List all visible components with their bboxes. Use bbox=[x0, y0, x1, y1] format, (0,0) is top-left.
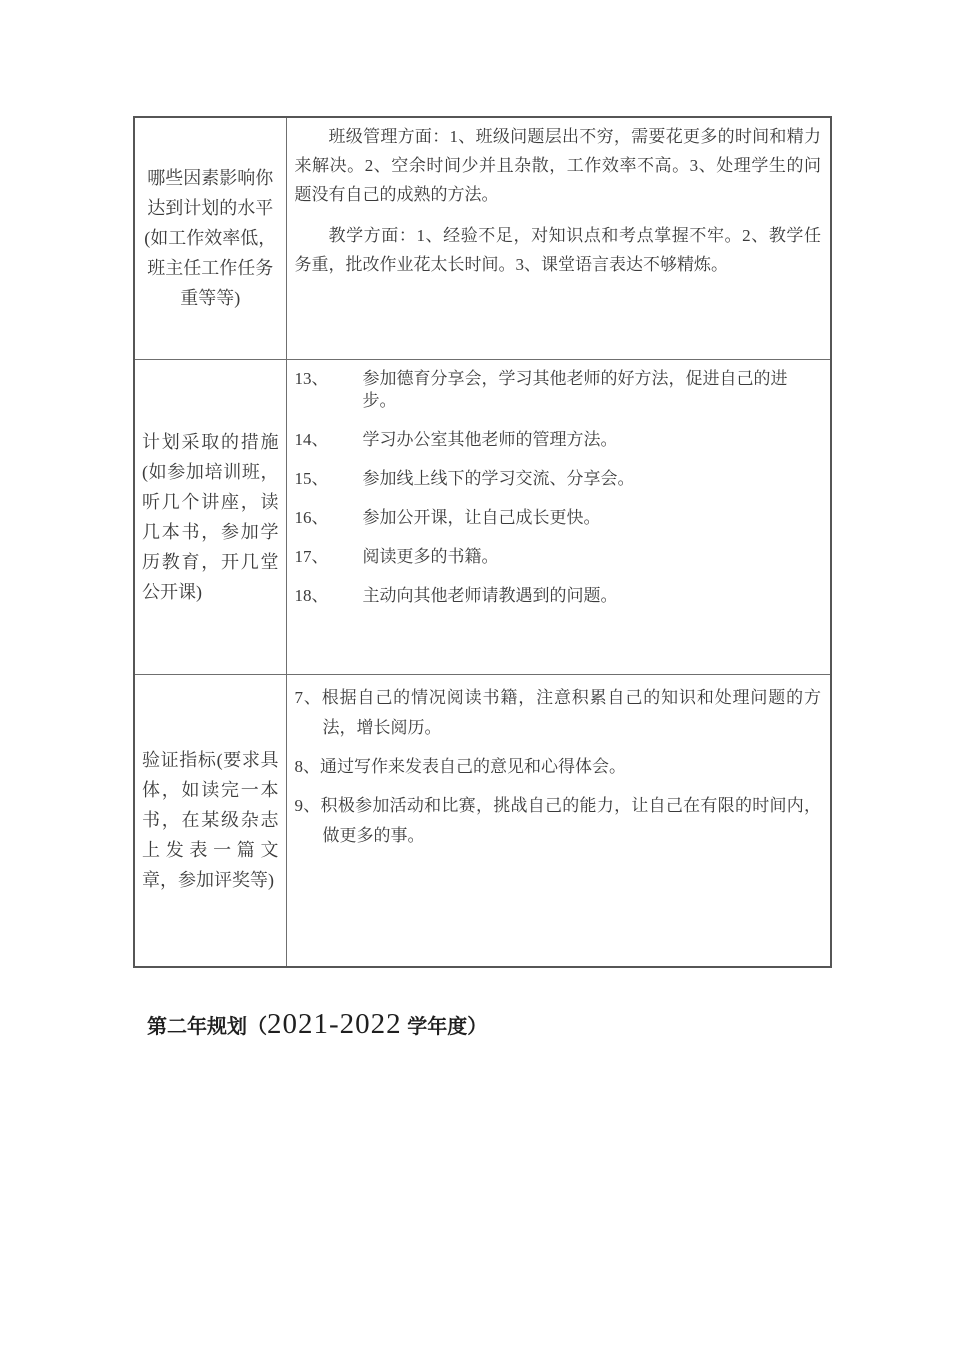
table-row-indicators bbox=[134, 674, 831, 967]
section-heading-prefix: 第二年规划（ bbox=[147, 1016, 267, 1038]
list-item-text: 参加德育分享会，学习其他老师的好方法，促进自己的进步。 bbox=[362, 368, 788, 410]
list-item-number: 14、 bbox=[294, 429, 329, 449]
list-item-text: 参加公开课，让自己成长更快。 bbox=[362, 507, 601, 527]
table-row-measures bbox=[134, 359, 831, 674]
row-indicators-label-cell bbox=[134, 674, 286, 967]
list-item-text: 阅读更多的书籍。 bbox=[362, 546, 499, 566]
row-factors-content-cell bbox=[286, 117, 831, 359]
row-indicators-label: 验证指标(要求具体，如读完一本书，在某级杂志上发表一篇文章，参加评奖等) bbox=[142, 750, 279, 891]
section-heading-year-range: 2021-2022 bbox=[267, 1008, 402, 1040]
list-item-text: 积极参加活动和比赛，挑战自己的能力，让自己在有限的时间内，做更多的事。 bbox=[320, 795, 822, 845]
list-item-text: 参加线上线下的学习交流、分享会。 bbox=[362, 468, 635, 488]
list-item-text: 根据自己的情况阅读书籍，注意积累自己的知识和处理问题的方法，增长阅历。 bbox=[321, 687, 822, 737]
row-factors-label-cell bbox=[134, 117, 286, 359]
list-item-text: 通过写作来发表自己的意见和心得体会。 bbox=[320, 756, 626, 776]
list-item-number: 9、 bbox=[294, 795, 321, 815]
list-item-number: 15、 bbox=[294, 468, 329, 488]
row-factors-label: 哪些因素影响你达到计划的水平(如工作效率低，班主任工作任务重等等) bbox=[144, 168, 277, 309]
list-item bbox=[295, 368, 822, 412]
list-item bbox=[295, 585, 822, 607]
row-indicators-content-cell bbox=[286, 674, 831, 967]
row-measures-label: 计划采取的措施(如参加培训班，听几个讲座，读几本书，参加学历教育，开几堂公开课) bbox=[142, 431, 279, 602]
list-item-number: 18、 bbox=[294, 585, 329, 605]
list-item-number: 17、 bbox=[294, 546, 329, 566]
list-item bbox=[295, 683, 822, 743]
list-item bbox=[295, 546, 822, 568]
indicators-list bbox=[295, 679, 822, 851]
list-item-number: 7、 bbox=[294, 687, 322, 707]
list-item-number: 8、 bbox=[294, 756, 320, 776]
list-item-text: 主动向其他老师请教遇到的问题。 bbox=[362, 585, 618, 605]
table-row-factors bbox=[134, 117, 831, 359]
list-item bbox=[295, 791, 822, 851]
list-item-number: 16、 bbox=[294, 507, 329, 527]
list-item-number: 13、 bbox=[294, 368, 329, 388]
list-item bbox=[295, 468, 822, 490]
plan-table bbox=[133, 116, 832, 968]
list-item bbox=[295, 429, 822, 451]
list-item bbox=[295, 507, 822, 529]
row-measures-label-cell bbox=[134, 359, 286, 674]
row-measures-content-cell bbox=[286, 359, 831, 674]
list-item bbox=[295, 752, 822, 782]
measures-list bbox=[295, 364, 822, 607]
list-item-text: 学习办公室其他老师的管理方法。 bbox=[362, 429, 618, 449]
section-heading bbox=[147, 1008, 487, 1041]
section-heading-suffix: 学年度） bbox=[401, 1016, 488, 1038]
factors-paragraph-teaching: 教学方面：1、经验不足，对知识点和考点掌握不牢。2、教学任务重，批改作业花太长时间。3、课堂语言表达不够精炼。 bbox=[294, 226, 821, 274]
factors-paragraph-class-management: 班级管理方面：1、班级问题层出不穷，需要花更多的时间和精力来解决。2、空余时间少并且杂散，工作效率不高。3、处理学生的问题没有自己的成熟的方法。 bbox=[294, 127, 821, 204]
